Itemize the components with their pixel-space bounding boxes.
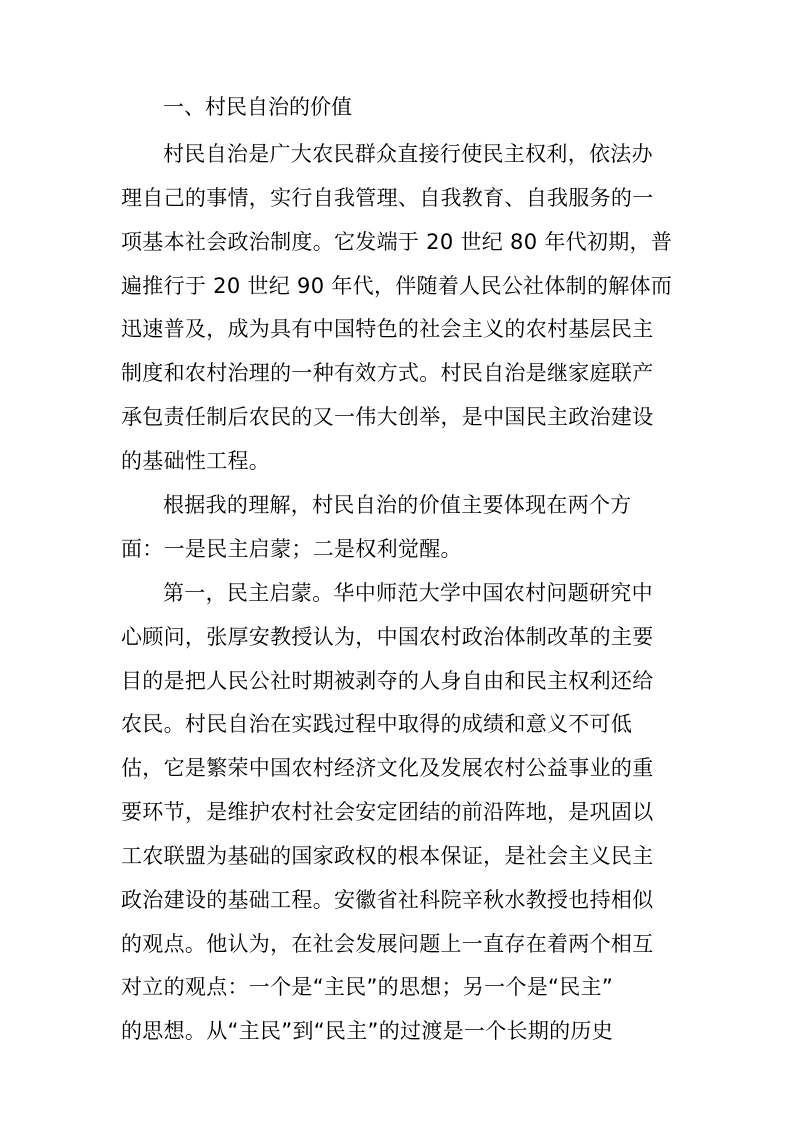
paragraph-3-line-3: 目的是把人民公社时期被剥夺的人身自由和民主权利还给	[121, 669, 654, 693]
paragraph-3-line-5: 估，它是繁荣中国农村经济文化及发展农村公益事业的重	[121, 756, 654, 780]
paragraph-1-line-8: 的基础性工程。	[121, 449, 271, 473]
paragraph-1-line-5: 迅速普及，成为具有中国特色的社会主义的农村基层民主	[121, 317, 654, 341]
section-heading: 一、村民自治的价值	[163, 95, 352, 119]
paragraph-3-line-7: 工农联盟为基础的国家政权的根本保证，是社会主义民主	[121, 844, 654, 868]
paragraph-3-line-11: 的思想。从“主民”到“民主”的过渡是一个长期的历史	[121, 1019, 614, 1043]
paragraph-3-line-10: 对立的观点：一个是“主民”的思想；另一个是“民主”	[121, 975, 614, 999]
paragraph-3-line-4: 农民。村民自治在实践过程中取得的成绩和意义不可低	[121, 712, 633, 736]
paragraph-2-line-1: 根据我的理解，村民自治的价值主要体现在两个方	[163, 493, 632, 517]
paragraph-3-line-1: 第一，民主启蒙。华中师范大学中国农村问题研究中	[163, 581, 653, 605]
paragraph-1-line-4: 遍推行于 20 世纪 90 年代，伴随着人民公社体制的解体而	[121, 274, 673, 298]
paragraph-2-line-2: 面：一是民主启蒙；二是权利觉醒。	[121, 537, 462, 561]
paragraph-3-line-9: 的观点。他认为，在社会发展问题上一直存在着两个相互	[121, 932, 654, 956]
paragraph-1-line-3: 项基本社会政治制度。它发端于 20 世纪 80 年代初期，普	[121, 230, 673, 254]
paragraph-3-line-6: 要环节，是维护农村社会安定团结的前沿阵地，是巩固以	[121, 800, 654, 824]
paragraph-3-line-8: 政治建设的基础工程。安徽省社科院辛秋水教授也持相似	[121, 888, 654, 912]
paragraph-1-line-2: 理自己的事情，实行自我管理、自我教育、自我服务的一	[121, 186, 654, 210]
paragraph-1-line-1: 村民自治是广大农民群众直接行使民主权利，依法办	[163, 142, 653, 166]
paragraph-1-line-6: 制度和农村治理的一种有效方式。村民自治是继家庭联产	[121, 361, 654, 385]
paragraph-1-line-7: 承包责任制后农民的又一伟大创举，是中国民主政治建设	[121, 405, 654, 429]
paragraph-3-line-2: 心顾问，张厚安教授认为，中国农村政治体制改革的主要	[121, 625, 654, 649]
